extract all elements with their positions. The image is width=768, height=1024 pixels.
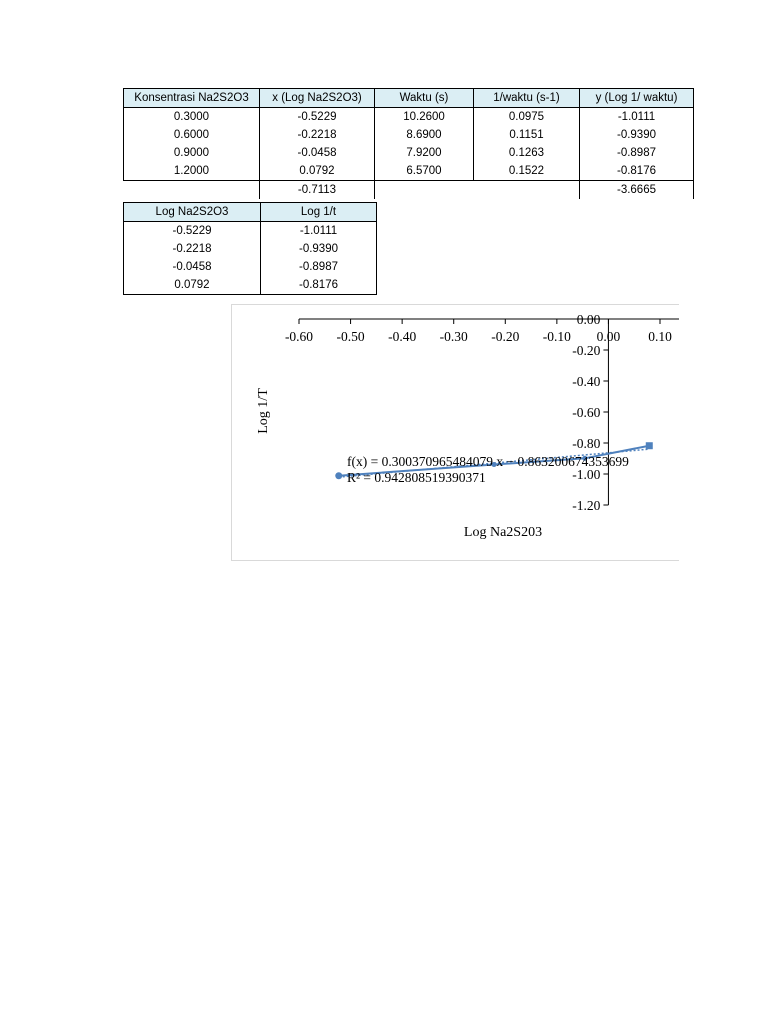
table-cell: -0.5229 [260, 108, 375, 127]
y-tick-label: -1.20 [572, 498, 601, 513]
y-axis-title: Log 1/T [256, 388, 271, 434]
sum-x-cell: -0.7113 [260, 181, 375, 200]
table-row [124, 258, 377, 276]
table-cell: -0.5229 [124, 222, 261, 241]
x-axis [285, 319, 679, 344]
table-row [124, 240, 377, 258]
table-cell: 7.9200 [375, 144, 474, 162]
table-cell: -0.0458 [124, 258, 261, 276]
y-tick-label: -0.60 [572, 405, 601, 420]
scatter-chart [231, 304, 679, 561]
table-cell: 6.5700 [375, 162, 474, 181]
table-cell: 0.6000 [124, 126, 260, 144]
table-cell: 10.2600 [375, 108, 474, 127]
table-cell: 0.9000 [124, 144, 260, 162]
table-cell: -1.0111 [261, 222, 377, 241]
table-row [124, 222, 377, 241]
x-tick-label: 0.10 [648, 329, 672, 344]
table-cell: -0.2218 [124, 240, 261, 258]
table-row [124, 126, 694, 144]
header-log-inverse-t: Log 1/t [261, 203, 377, 222]
table-row [124, 276, 377, 295]
data-point [335, 472, 342, 479]
r-squared-label: R² = 0.942808519390371 [347, 470, 486, 485]
x-tick-label: -0.50 [336, 329, 365, 344]
header-konsentrasi: Konsentrasi Na2S2O3 [124, 89, 260, 108]
x-tick-label: 0.00 [596, 329, 621, 344]
table-row [124, 144, 694, 162]
table-cell: 0.1151 [474, 126, 580, 144]
y-tick-label: -0.80 [572, 436, 601, 451]
header-log-x: x (Log Na2S2O3) [260, 89, 375, 108]
header-log-y: y (Log 1/ waktu) [580, 89, 694, 108]
sum-y-cell: -3.6665 [580, 181, 694, 200]
table-cell: 0.1522 [474, 162, 580, 181]
x-tick-label: -0.20 [491, 329, 520, 344]
table-row [124, 108, 694, 127]
x-tick-label: -0.40 [388, 329, 417, 344]
table-cell: -0.8176 [261, 276, 377, 295]
y-tick-label: -0.40 [572, 374, 601, 389]
y-tick-label: 0.00 [576, 312, 601, 327]
data-table [123, 88, 694, 199]
data-point [646, 442, 653, 449]
table-header-row [124, 89, 694, 108]
table-cell: 0.0792 [260, 162, 375, 181]
table-cell: 1.2000 [124, 162, 260, 181]
y-tick-label: -0.20 [572, 343, 601, 358]
table-cell: -1.0111 [580, 108, 694, 127]
y-tick-label: -1.00 [572, 467, 601, 482]
table-header-row [124, 203, 377, 222]
x-axis-title: Log Na2S203 [463, 525, 543, 540]
table-row [124, 162, 694, 181]
table-cell: 0.0792 [124, 276, 261, 295]
x-tick-label: -0.30 [439, 329, 468, 344]
table-cell: -0.2218 [260, 126, 375, 144]
x-tick-label: -0.10 [542, 329, 571, 344]
sum-row [124, 181, 694, 200]
table-cell: -0.8176 [580, 162, 694, 181]
header-inverse-waktu: 1/waktu (s-1) [474, 89, 580, 108]
table-cell: -0.9390 [261, 240, 377, 258]
header-waktu: Waktu (s) [375, 89, 474, 108]
table-cell: -0.9390 [580, 126, 694, 144]
table-cell: 0.0975 [474, 108, 580, 127]
table-cell: 8.6900 [375, 126, 474, 144]
table-cell: 0.3000 [124, 108, 260, 127]
log-table [123, 202, 377, 295]
trendline-equation: f(x) = 0.300370965484079 x − 0.863200674353699 [347, 454, 629, 469]
table-cell: -0.8987 [580, 144, 694, 162]
x-tick-label: -0.60 [284, 329, 314, 344]
table-cell: -0.0458 [260, 144, 375, 162]
table-cell: -0.8987 [261, 258, 377, 276]
header-log-na2s2o3: Log Na2S2O3 [124, 203, 261, 222]
table-cell: 0.1263 [474, 144, 580, 162]
chart-svg [232, 305, 679, 560]
